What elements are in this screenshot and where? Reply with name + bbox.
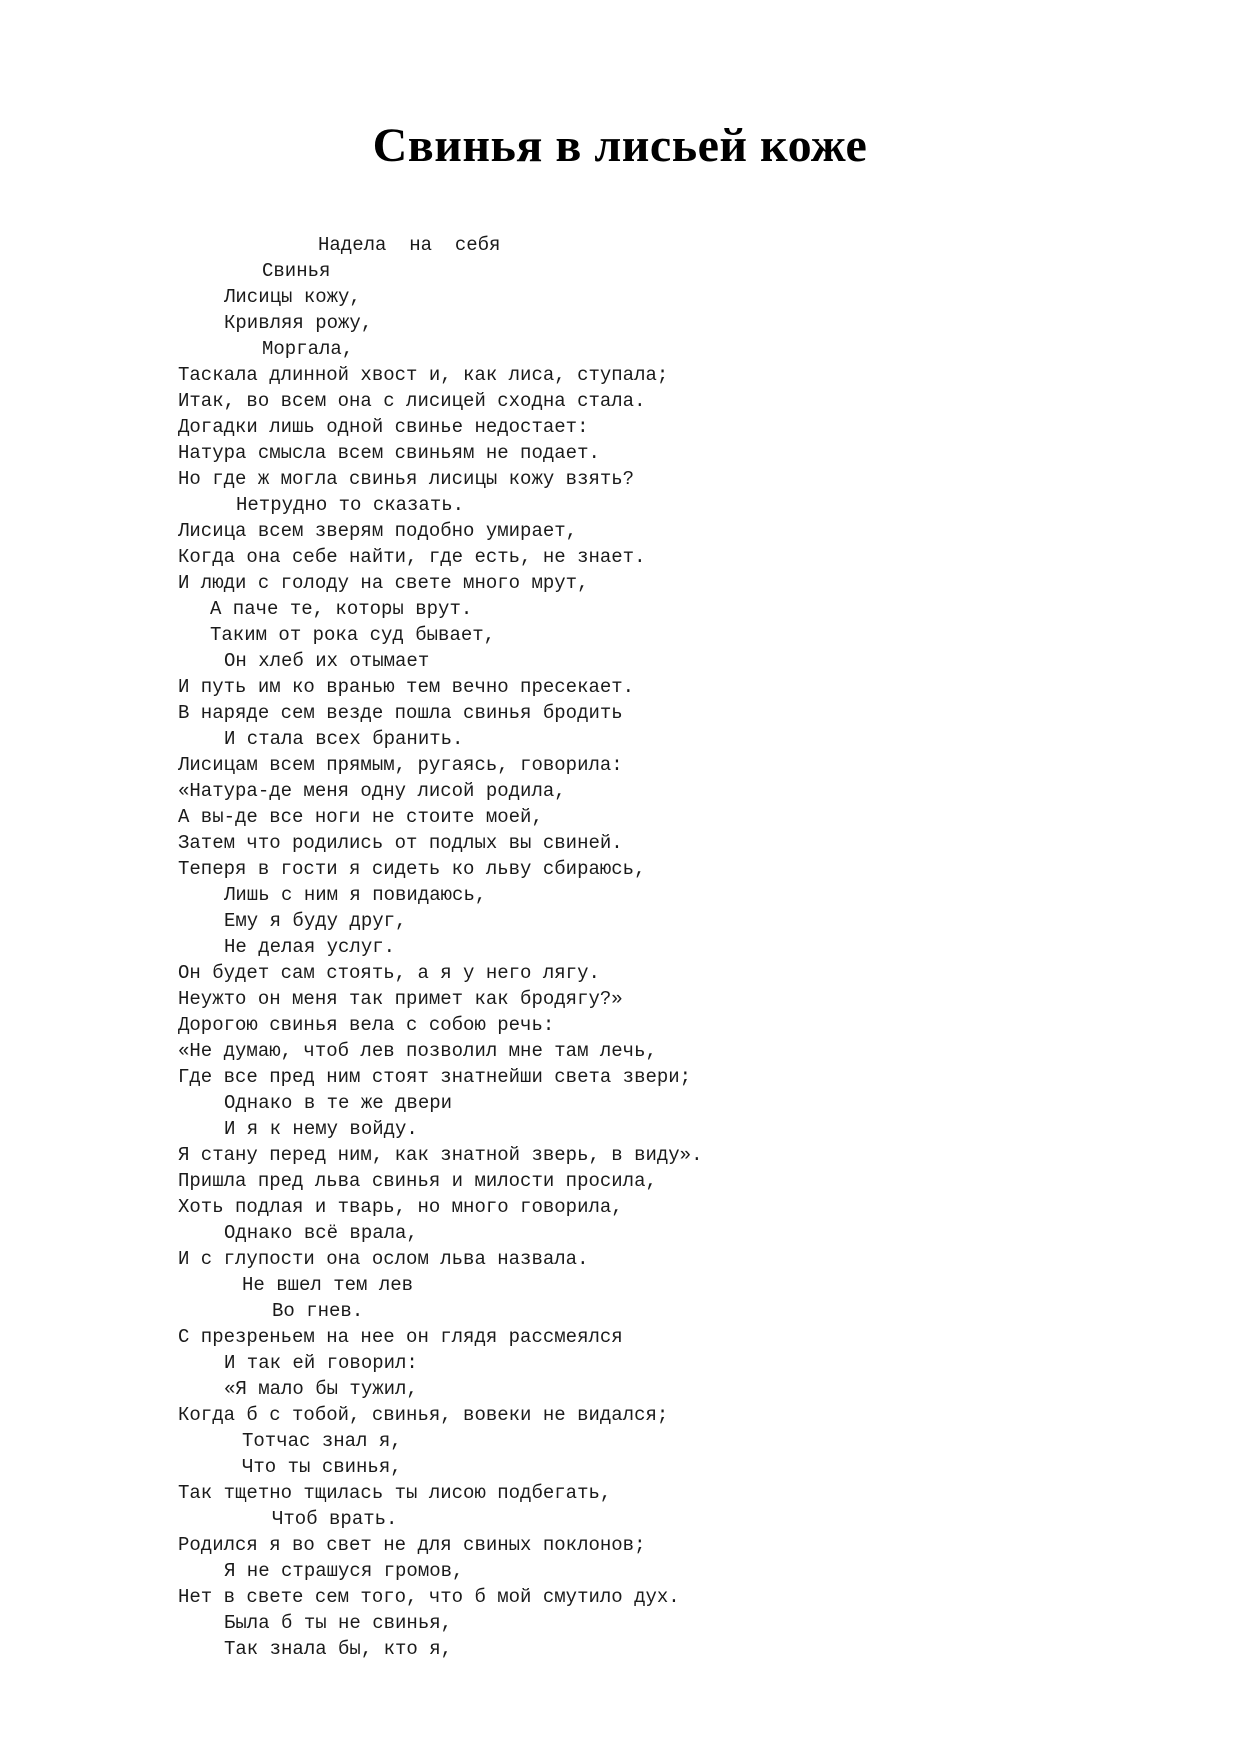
poem-line: Была б ты не свинья, bbox=[224, 1612, 453, 1634]
poem-line: Лисицы кожу, bbox=[224, 286, 361, 308]
poem-line: С презреньем на нее он глядя рассмеялся bbox=[178, 1326, 623, 1348]
poem-line: Когда б с тобой, свинья, вовеки не видался; bbox=[178, 1404, 669, 1426]
poem-line: Моргала, bbox=[262, 338, 354, 360]
poem-line: Однако всё врала, bbox=[224, 1222, 418, 1244]
poem-line: Я стану перед ним, как знатной зверь, в виду». bbox=[178, 1144, 703, 1166]
poem-line: Нетрудно то сказать. bbox=[236, 494, 465, 516]
poem-line: И стала всех бранить. bbox=[224, 728, 464, 750]
poem-line: Так тщетно тщилась ты лисою подбегать, bbox=[178, 1482, 612, 1504]
poem-line: Чтоб врать. bbox=[272, 1508, 398, 1530]
poem-line: В наряде сем везде пошла свинья бродить bbox=[178, 702, 623, 724]
poem-line: Нет в свете сем того, что б мой смутило дух. bbox=[178, 1586, 680, 1608]
poem-line: Ему я буду друг, bbox=[224, 910, 407, 932]
poem-line: Я не страшуся громов, bbox=[224, 1560, 464, 1582]
poem-line: Свинья bbox=[262, 260, 331, 282]
poem-line: А вы-де все ноги не стоите моей, bbox=[178, 806, 543, 828]
poem-line: Он будет сам стоять, а я у него лягу. bbox=[178, 962, 600, 984]
poem-line: Затем что родились от подлых вы свиней. bbox=[178, 832, 623, 854]
poem-line: Догадки лишь одной свинье недостает: bbox=[178, 416, 589, 438]
poem-line: Но где ж могла свинья лисицы кожу взять? bbox=[178, 468, 635, 490]
poem-line: Тотчас знал я, bbox=[242, 1430, 402, 1452]
poem-line: «Натура-де меня одну лисой родила, bbox=[178, 780, 566, 802]
poem-line: Таким от рока суд бывает, bbox=[210, 624, 496, 646]
poem-line: Пришла пред льва свинья и милости просила, bbox=[178, 1170, 657, 1192]
poem-line: Что ты свинья, bbox=[242, 1456, 402, 1478]
poem-line: А паче те, которы врут. bbox=[210, 598, 473, 620]
poem-line: Лишь с ним я повидаюсь, bbox=[224, 884, 487, 906]
poem-line: Теперя в гости я сидеть ко льву сбираюсь, bbox=[178, 858, 646, 880]
poem-line: Неужто он меня так примет как бродягу?» bbox=[178, 988, 623, 1010]
poem-line: И так ей говорил: bbox=[224, 1352, 418, 1374]
poem-line: Кривляя рожу, bbox=[224, 312, 373, 334]
poem-line: Надела на себя bbox=[318, 234, 501, 256]
poem-line: Родился я во свет не для свиных поклонов; bbox=[178, 1534, 646, 1556]
poem-line: И с глупости она ослом льва назвала. bbox=[178, 1248, 589, 1270]
poem-line: Лисица всем зверям подобно умирает, bbox=[178, 520, 578, 542]
poem-line: «Я мало бы тужил, bbox=[224, 1378, 418, 1400]
poem-title: Свинья в лисьей коже bbox=[372, 119, 868, 172]
poem-line: Не вшел тем лев bbox=[242, 1274, 414, 1296]
poem-line: Когда она себе найти, где есть, не знает. bbox=[178, 546, 646, 568]
poem-line: Где все пред ним стоят знатнейши света звери; bbox=[178, 1066, 692, 1088]
poem-line: «Не думаю, чтоб лев позволил мне там лечь, bbox=[178, 1040, 657, 1062]
poem-line: Он хлеб их отымает bbox=[224, 650, 430, 672]
poem-line: Однако в те же двери bbox=[224, 1092, 453, 1114]
poem-line: Дорогою свинья вела с собою речь: bbox=[178, 1014, 555, 1036]
poem-line: Хоть подлая и тварь, но много говорила, bbox=[178, 1196, 623, 1218]
poem-line: Лисицам всем прямым, ругаясь, говорила: bbox=[178, 754, 623, 776]
poem-body bbox=[178, 232, 1078, 1662]
poem-line: Так знала бы, кто я, bbox=[224, 1638, 453, 1660]
poem-line: И я к нему войду. bbox=[224, 1118, 418, 1140]
poem-line: Итак, во всем она с лисицей сходна стала. bbox=[178, 390, 646, 412]
poem-line: И люди с голоду на свете много мрут, bbox=[178, 572, 589, 594]
poem-line: Натура смысла всем свиньям не подает. bbox=[178, 442, 600, 464]
poem-line: Не делая услуг. bbox=[224, 936, 396, 958]
poem-line: И путь им ко вранью тем вечно пресекает. bbox=[178, 676, 635, 698]
poem-line: Таскала длинной хвост и, как лиса, ступала; bbox=[178, 364, 669, 386]
poem-line: Во гнев. bbox=[272, 1300, 364, 1322]
